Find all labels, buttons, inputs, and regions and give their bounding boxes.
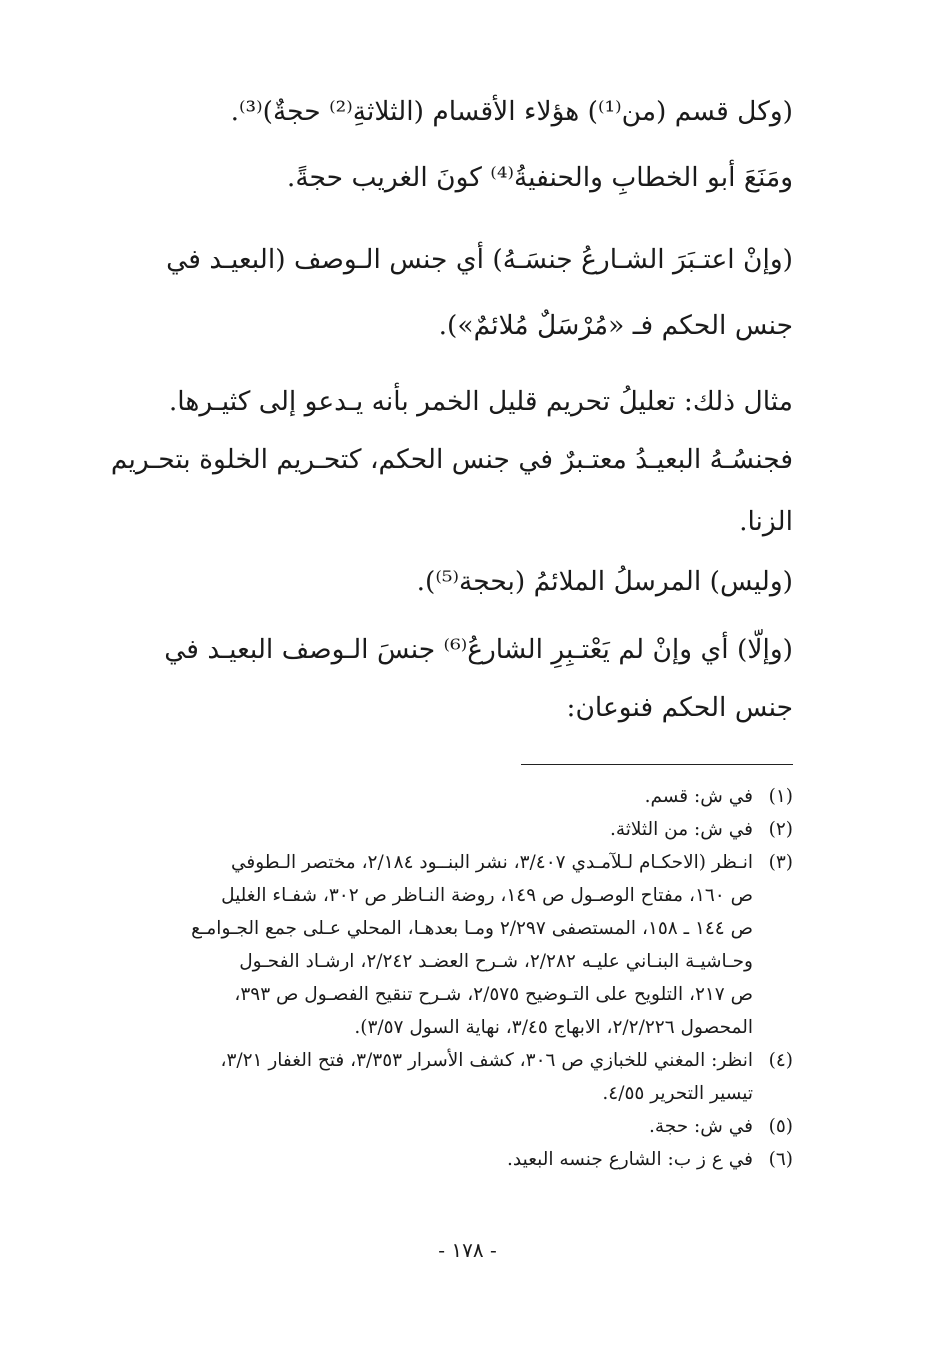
footnote-line: ص ٢١٧، التلويح على التـوضيح ٢/٥٧٥، شـرح تنقيح الفصـول ص ٣٩٣، — [234, 984, 753, 1005]
footnote — [117, 1143, 793, 1176]
footnote — [117, 780, 793, 813]
text-line: مثال ذلك: تعليلُ تحريم قليل الخمر بأنه يـدعو إلى كثيـرها. — [168, 386, 793, 417]
footnote-divider — [521, 764, 793, 765]
footnote-number: (١) — [768, 786, 793, 807]
text-line: (وليس) المرسلُ الملائمُ (بحجة⁽⁵⁾). — [416, 566, 793, 597]
footnote-number: (٤) — [768, 1050, 793, 1071]
footnote — [117, 813, 793, 846]
footnote — [117, 1110, 793, 1143]
text-line: (وإلّا) أي وإنْ لم يَعْتـبِرِ الشارعُ⁽⁶⁾ جنسَ الـوصف البعيـد في — [164, 634, 793, 665]
footnote-line: المحصول ٢/٢/٢٢٦، الابهاج ٣/٤٥، نهاية السول ٣/٥٧). — [354, 1017, 753, 1038]
footnote-line: تيسير التحرير ٤/٥٥. — [602, 1083, 753, 1104]
footnote-line: في ش: حجة. — [648, 1116, 753, 1137]
footnote-line: انظر: المغني للخبازي ص ٣٠٦، كشف الأسرار ٣/٣٥٣، فتح الغفار ٣/٢١، — [220, 1050, 753, 1071]
footnotes — [117, 780, 793, 1176]
footnote — [117, 846, 793, 1044]
footnote-line: في ش: من الثلاثة. — [609, 819, 753, 840]
footnote-line: في ع ز ب: الشارع جنسه البعيد. — [507, 1149, 753, 1170]
footnote-number: (٢) — [768, 819, 793, 840]
footnote — [117, 1044, 793, 1110]
footnote-number: (٥) — [768, 1116, 793, 1137]
text-line: فجنسُـهُ البعيـدُ معتـبرٌ في جنس الحكم، كتحـريم الخلوة بتحـريم — [110, 444, 793, 475]
footnote-number: (٣) — [768, 852, 793, 873]
text-line: الزنا. — [739, 506, 793, 537]
footnote-line: وحـاشيـة البنـاني عليـه ٢/٢٨٢، شـرح العضـد ٢/٢٤٢، ارشـاد الفحـول — [239, 951, 753, 972]
text-line: (وإنْ اعتـبَرَ الشـارعُ جنسَـهُ) أي جنس الـوصف (البعيـد في — [166, 244, 793, 275]
text-line: جنس الحكم فنوعان: — [566, 692, 793, 723]
footnote-line: ص ١٦٠، مفتاح الوصـول ص ١٤٩، روضة النـاظر ص ٣٠٢، شفـاء الغليل — [221, 885, 753, 906]
footnote-line: ص ١٤٤ ـ ١٥٨، المستصفى ٢/٢٩٧ ومـا بعدهـا، المحلي عـلى جمع الجـوامـع — [191, 918, 753, 939]
page-number: - ١٧٨ - — [438, 1238, 497, 1262]
footnote-number: (٦) — [768, 1149, 793, 1170]
footnote-line: انـظر (الاحكـام لـلآمـدي ٣/٤٠٧، نشر البنــود ٢/١٨٤، مختصر الـطوفي — [230, 852, 753, 873]
text-line: ومَنَعَ أبو الخطابِ والحنفيةُ⁽⁴⁾ كونَ الغريب حجةً. — [286, 162, 793, 193]
text-line: جنس الحكم فـ «مُرْسَلٌ مُلائمٌ»). — [438, 310, 793, 341]
footnote-line: في ش: قسم. — [644, 786, 753, 807]
text-line: (وكل قسم (من⁽¹⁾) هؤلاء الأقسام (الثلاثةِ⁽²⁾ حجةٌ)⁽³⁾. — [230, 96, 793, 127]
